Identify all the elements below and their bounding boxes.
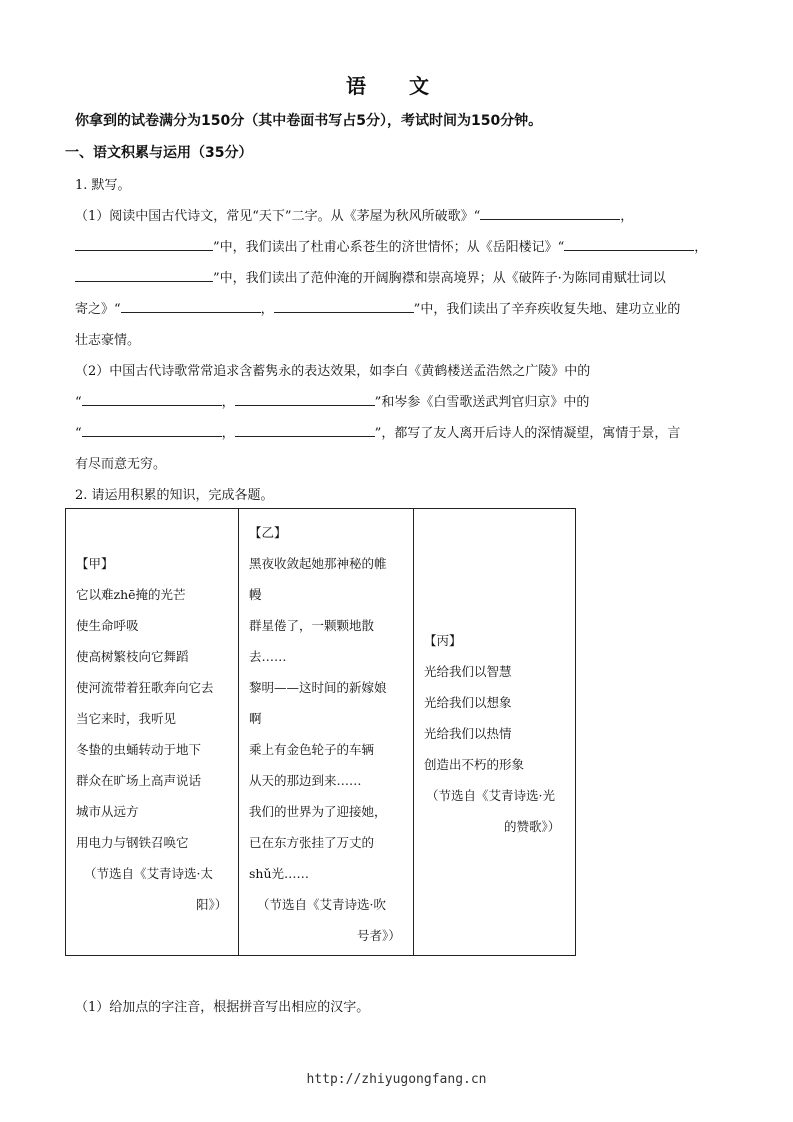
- q1-p2-line2: [75, 391, 589, 410]
- text: ，: [620, 209, 634, 224]
- text: ”中，我们读出了辛弃疾收复失地、建功立业的: [413, 302, 681, 317]
- q2-label: 2. 请运用积累的知识，完成各题。: [75, 488, 274, 503]
- poem-head: 【丙】: [424, 633, 462, 648]
- text: （1）阅读中国古代诗文，常见“天下”二字。从《茅屋为秋风所破歌》“: [75, 209, 481, 224]
- poem-source: 号者》）: [357, 928, 401, 943]
- poem-line: 使河流带着狂歌奔向它去: [76, 680, 214, 695]
- answer-blank[interactable]: [75, 238, 213, 251]
- q1-p2-line1: （2）中国古代诗歌常常追求含蓄隽永的表达效果，如李白《黄鹤楼送孟浩然之广陵》中的: [75, 364, 591, 379]
- text: ，: [221, 395, 235, 410]
- poem-line: 群众在旷场上高声说话: [76, 773, 202, 788]
- text: ，: [221, 426, 235, 441]
- answer-blank[interactable]: [480, 207, 620, 220]
- answer-blank[interactable]: [274, 300, 414, 313]
- poem-table: [65, 508, 576, 956]
- poem-line: 使生命呼吸: [76, 618, 139, 633]
- exam-intro: 你拿到的试卷满分为150分（其中卷面书写占5分），考试时间为150分钟。: [75, 113, 543, 129]
- q1-p2-line3: [75, 422, 680, 441]
- text: “: [75, 426, 82, 441]
- poem-line: 城市从远方: [76, 804, 139, 819]
- poem-head: 【甲】: [76, 556, 114, 571]
- poem-line: 它以难zhē掩的光芒: [76, 587, 186, 602]
- poem-line: 使高树繁枝向它舞蹈: [76, 649, 189, 664]
- answer-blank[interactable]: [235, 424, 375, 437]
- answer-blank[interactable]: [121, 300, 261, 313]
- answer-blank[interactable]: [82, 393, 222, 406]
- text: ”中，我们读出了范仲淹的开阔胸襟和崇高境界；从《破阵子·为陈同甫赋壮词以: [213, 271, 666, 286]
- poem-yi-cell: [239, 509, 414, 955]
- q1-p1-line3: [75, 267, 666, 286]
- q1-p1-line4: [75, 298, 680, 317]
- poem-head: 【乙】: [249, 525, 287, 540]
- poem-line: 从天的那边到来……: [249, 773, 362, 788]
- poem-source: （节选自《艾青诗选·吹: [257, 897, 386, 912]
- poem-line: 乘上有金色轮子的车辆: [249, 742, 375, 757]
- poem-source: （节选自《艾青诗选·光: [426, 788, 555, 803]
- poem-source: 的赞歌》）: [504, 819, 561, 834]
- poem-line: 我们的世界为了迎接她，: [249, 804, 387, 819]
- poem-line: 群星倦了，一颗颗地散: [249, 618, 375, 633]
- poem-line: 创造出不朽的形象: [424, 757, 525, 772]
- q1-p2-line4: 有尽而意无穷。: [75, 457, 167, 472]
- poem-line: 黑夜收敛起她那神秘的帷: [249, 556, 387, 571]
- poem-line: 当它来时，我听见: [76, 711, 177, 726]
- text: ，: [694, 240, 708, 255]
- poem-bing-cell: [414, 509, 575, 955]
- poem-jia-cell: [66, 509, 239, 955]
- poem-line: 光给我们以热情: [424, 726, 512, 741]
- page-title: 语 文: [346, 74, 447, 98]
- poem-source: 阳》）: [196, 897, 228, 912]
- text: ”和岑参《白雪歌送武判官归京》中的: [374, 395, 590, 410]
- text: 寄之》“: [75, 302, 121, 317]
- poem-source: （节选自《艾青诗选·太: [84, 866, 213, 881]
- answer-blank[interactable]: [75, 269, 213, 282]
- poem-line: 去……: [249, 649, 287, 664]
- poem-line: 幔: [249, 587, 262, 602]
- poem-line: 已在东方张挂了万丈的: [249, 835, 375, 850]
- q1-label: 1. 默写。: [75, 178, 131, 193]
- text: “: [75, 395, 82, 410]
- answer-blank[interactable]: [235, 393, 375, 406]
- poem-line: shǔ光……: [249, 866, 310, 881]
- answer-blank[interactable]: [82, 424, 222, 437]
- text: ”中，我们读出了杜甫心系苍生的济世情怀；从《岳阳楼记》“: [213, 240, 565, 255]
- poem-line: 冬蛰的虫蛹转动于地下: [76, 742, 202, 757]
- poem-line: 光给我们以智慧: [424, 664, 512, 679]
- poem-line: 黎明——这时间的新嫁娘: [249, 680, 387, 695]
- text: ”，都写了友人离开后诗人的深情凝望，寓情于景，言: [374, 426, 681, 441]
- q1-p1-line1: [75, 205, 633, 224]
- poem-line: 用电力与钢铁召唤它: [76, 835, 189, 850]
- footer-url[interactable]: http://zhiyugongfang.cn: [306, 1072, 487, 1087]
- q2-sub1: （1）给加点的字注音，根据拼音写出相应的汉字。: [75, 1000, 370, 1015]
- poem-line: 啊: [249, 711, 262, 726]
- section-heading: 一、语文积累与运用（35分）: [65, 145, 253, 161]
- q1-p1-line5: 壮志豪情。: [75, 333, 141, 348]
- answer-blank[interactable]: [564, 238, 694, 251]
- poem-line: 光给我们以想象: [424, 695, 512, 710]
- q1-p1-line2: [75, 236, 707, 255]
- text: ，: [260, 302, 274, 317]
